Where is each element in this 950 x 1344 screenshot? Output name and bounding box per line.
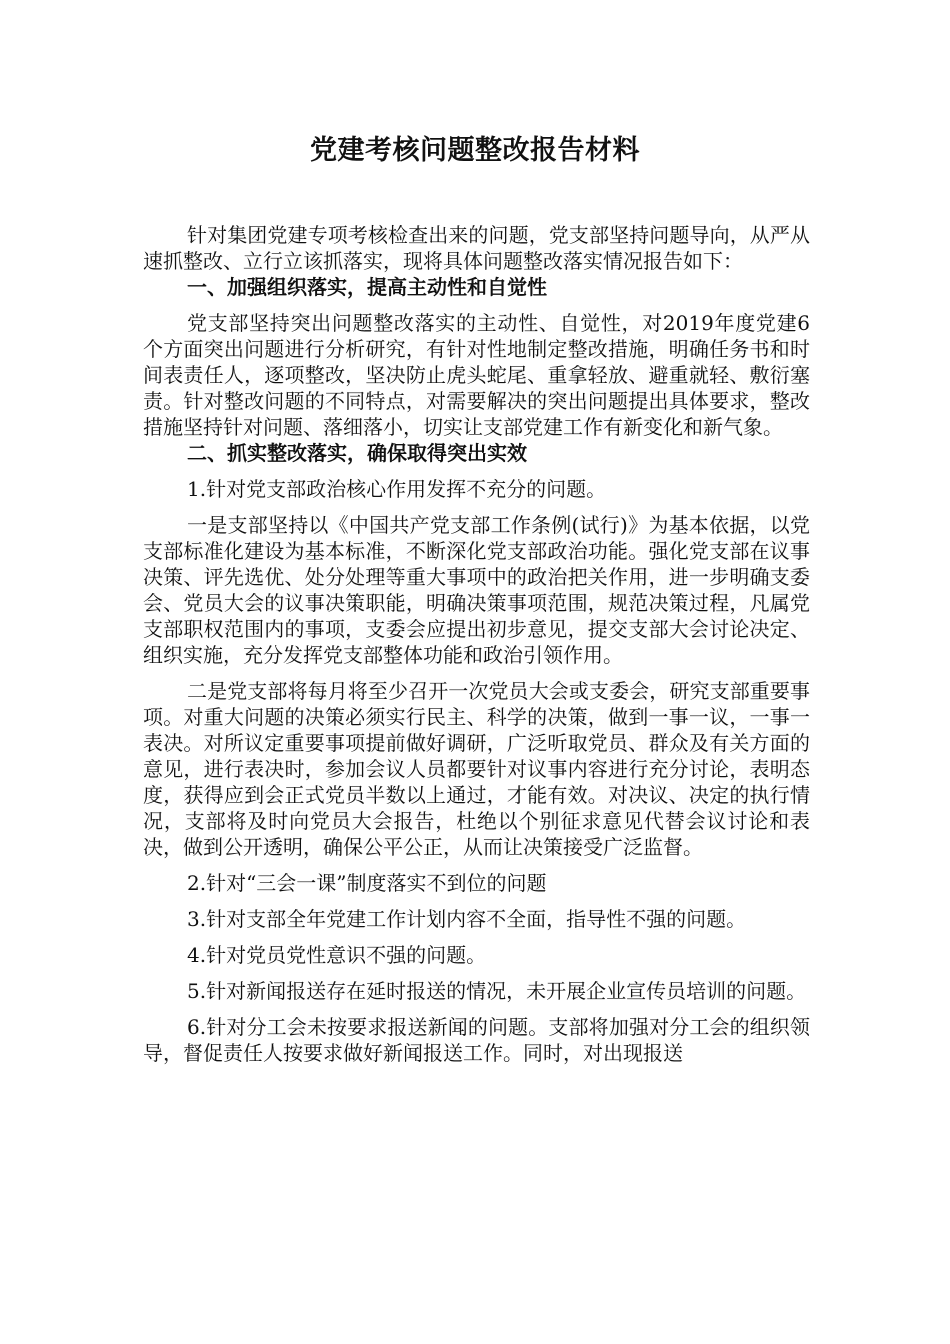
issue-2-heading: 2.针对“三会一课”制度落实不到位的问题	[187, 871, 547, 895]
intro-paragraph: 针对集团党建专项考核检查出来的问题，党支部坚持问题导向，从严从速抓整改、立行立该抓落实，现将具体问题整改落实情况报告如下：	[143, 223, 810, 273]
document-title: 党建考核问题整改报告材料	[310, 135, 640, 166]
issue-1-measure-1: 一是支部坚持以《中国共产党支部工作条例(试行)》为基本依据，以党支部标准化建设为基本标准，不断深化党支部政治功能。强化党支部在议事决策、评先选优、处分处理等重大事项中的政治把关作用，进一步明确支委会、党员大会的议事决策职能，明确决策事项范围，规范决策过程，凡属党支部职权范围内的事项，支委会应提出初步意见，提交支部大会讨论决定、组织实施，充分发挥党支部整体功能和政治引领作用。	[143, 513, 810, 667]
section-1-paragraph: 党支部坚持突出问题整改落实的主动性、自觉性，对2019年度党建6个方面突出问题进行分析研究，有针对性地制定整改措施，明确任务书和时间表责任人，逐项整改，坚决防止虎头蛇尾、重拿轻放、避重就轻、敷衍塞责。针对整改问题的不同特点，对需要解决的突出问题提出具体要求，整改措施坚持针对问题、落细落小，切实让支部党建工作有新变化和新气象。	[143, 311, 810, 439]
issue-6-paragraph: 6.针对分工会未按要求报送新闻的问题。支部将加强对分工会的组织领导，督促责任人按要求做好新闻报送工作。同时，对出现报送	[143, 1015, 810, 1065]
issue-1-measure-2: 二是党支部将每月将至少召开一次党员大会或支委会，研究支部重要事项。对重大问题的决策必须实行民主、科学的决策，做到一事一议，一事一表决。对所议定重要事项提前做好调研，广泛听取党员、群众及有关方面的意见，进行表决时，参加会议人员都要针对议事内容进行充分讨论，表明态度，获得应到会正式党员半数以上通过，才能有效。对决议、决定的执行情况，支部将及时向党员大会报告，杜绝以个别征求意见代替会议讨论和表决，做到公开透明，确保公平公正，从而让决策接受广泛监督。	[143, 679, 810, 859]
document-body	[143, 222, 810, 1066]
section-heading-1: 一、加强组织落实，提高主动性和自觉性	[187, 275, 547, 299]
issue-3-heading: 3.针对支部全年党建工作计划内容不全面，指导性不强的问题。	[187, 907, 747, 931]
issue-5-heading: 5.针对新闻报送存在延时报送的情况，未开展企业宣传员培训的问题。	[187, 979, 807, 1003]
section-heading-2: 二、抓实整改落实，确保取得突出实效	[187, 441, 527, 465]
issue-4-heading: 4.针对党员党性意识不强的问题。	[187, 943, 487, 967]
issue-1-heading: 1.针对党支部政治核心作用发挥不充分的问题。	[187, 477, 607, 501]
